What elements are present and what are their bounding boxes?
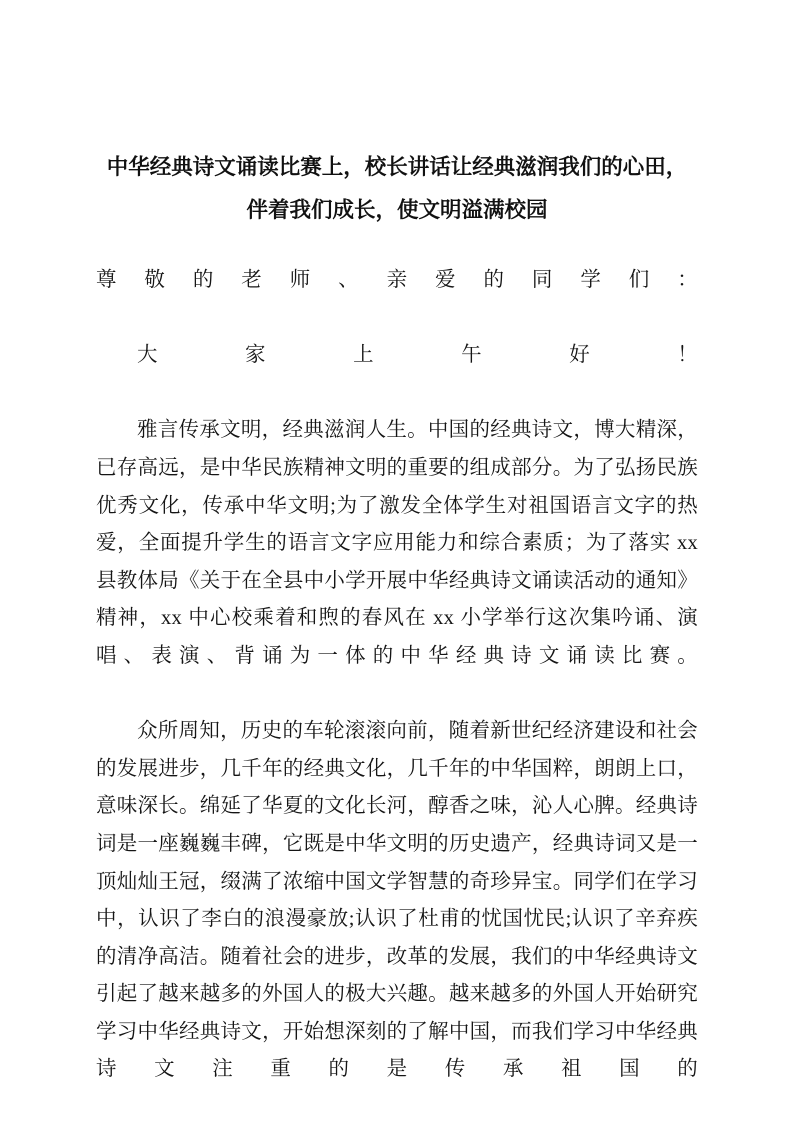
page-title-line-2: 伴着我们成长，使文明溢满校园 (246, 198, 548, 222)
body-paragraph-1: 雅言传承文明，经典滋润人生。中国的经典诗文，博大精深，已存高远，是中华民族精神文明的重要的组成部分。为了弘扬民族优秀文化，传承中华文明;为了激发全体学生对祖国语言文字的热爱，全面提升学生的语言文字应用能力和综合素质；为了落实 xx 县教体局《关于在全县中小学开展中华经典诗文诵读活动的通知》精神，xx 中心校乘着和煦的春风在 xx 小学举行这次集吟诵、演唱、表演、背诵为一体的中华经典诗文诵读比赛。 (96, 419, 698, 667)
body-paragraph-2: 众所周知，历史的车轮滚滚向前，随着新世纪经济建设和社会的发展进步，几千年的经典文化，几千年的中华国粹，朗朗上口，意味深长。绵延了华夏的文化长河，醇香之味，沁人心脾。经典诗词是一座巍巍丰碑，它既是中华文明的历史遗产，经典诗词又是一顶灿灿王冠，缀满了浓缩中国文学智慧的奇珍异宝。同学们在学习中，认识了李白的浪漫豪放;认识了杜甫的忧国忧民;认识了辛弃疾的清净高洁。随着社会的进步，改革的发展，我们的中华经典诗文引起了越来越多的外国人的极大兴趣。越来越多的外国人开始研究学习中华经典诗文，开始想深刻的了解中国，而我们学习中华经典诗文注重的是传承祖国的 (96, 720, 698, 1081)
page-title (96, 146, 698, 232)
document-body (96, 262, 698, 1127)
page-title-line-1: 中华经典诗文诵读比赛上，校长讲话让经典滋润我们的心田， (106, 155, 688, 179)
salutation-line: 尊敬的老师、亲爱的同学们： (96, 269, 698, 291)
document-content (96, 146, 698, 1127)
greeting-line: 大家上午好！ (137, 344, 698, 367)
